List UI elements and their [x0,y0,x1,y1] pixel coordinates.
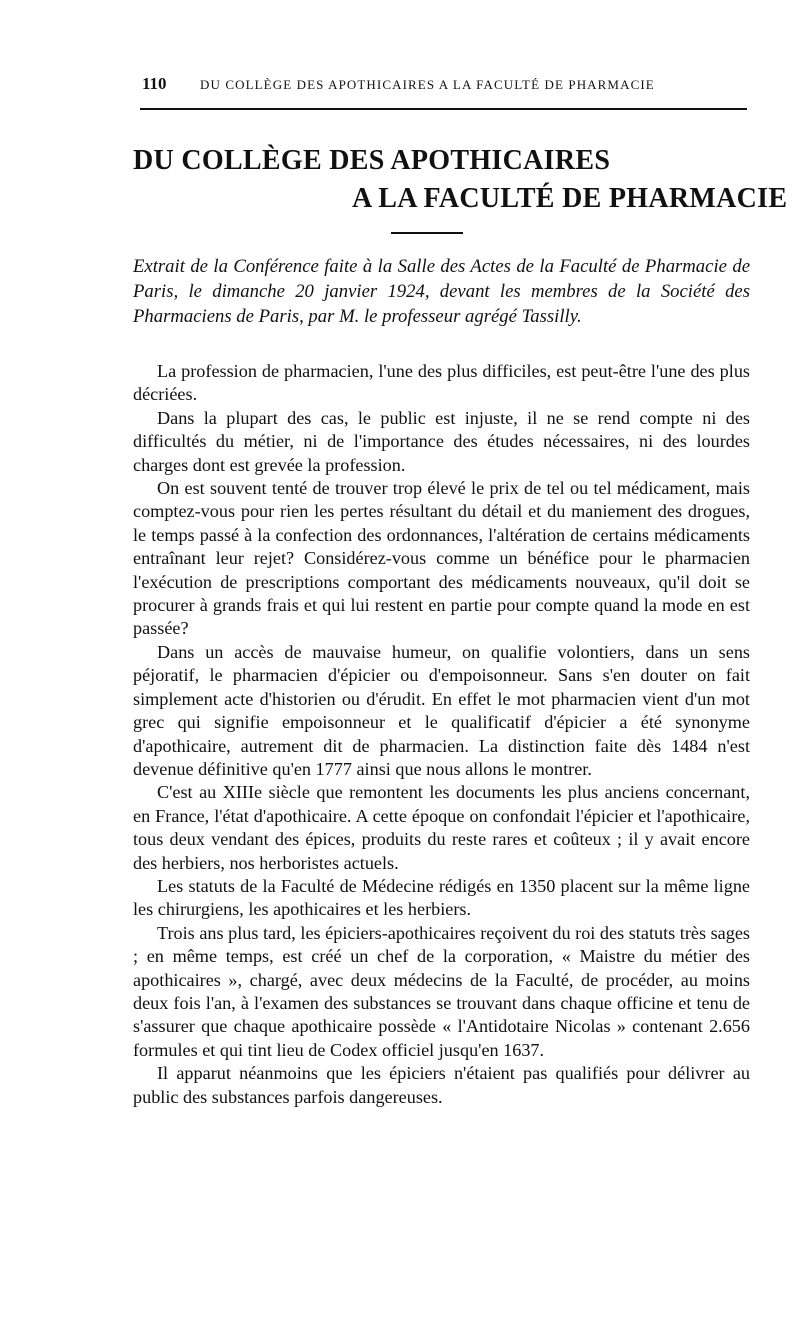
paragraph: C'est au XIIIe siècle que remontent les documents les plus anciens concernant, en France, l'état d'apothicaire. A cette époque on confondait l'épicier et l'apothicaire, tous deux vendant des épices, produits du reste rares et coûteux ; il y avait encore des herbiers, nos herboristes actuels. [133,782,750,873]
running-title: DU COLLÈGE DES APOTHICAIRES A LA FACULTÉ DE PHARMACIE [200,77,655,92]
article-title-line-2: A LA FACULTÉ DE PHARMACIE [352,183,788,214]
running-header [142,74,747,98]
paragraph: Il apparut néanmoins que les épiciers n'étaient pas qualifiés pour délivrer au public des substances parfois dangereuses. [133,1063,750,1107]
page-number: 110 [142,74,167,93]
intro-note: Extrait de la Conférence faite à la Salle des Actes de la Faculté de Pharmacie de Paris, le dimanche 20 janvier 1924, devant les membres de la Société des Pharmaciens de Paris, par M. le professeur agrégé Tassilly. [133,256,750,327]
paragraph: Trois ans plus tard, les épiciers-apothicaires reçoivent du roi des statuts très sages ; en même temps, est créé un chef de la corporation, « Maistre du métier des apothicaires », chargé, avec deux médecins de la Faculté, de procéder, au moins deux fois l'an, à l'examen des substances se trouvant dans chaque officine et tenu de s'assurer que chaque apothicaire possède « l'Antidotaire Nicolas » contenant 2.656 formules et qui tint lieu de Codex officiel jusqu'en 1637. [133,922,750,1060]
header-rule [140,108,747,110]
article-title-line-1: DU COLLÈGE DES APOTHICAIRES [133,145,611,176]
paragraph: On est souvent tenté de trouver trop élevé le prix de tel ou tel médicament, mais comptez-vous pour rien les pertes résultant du détail et du maniement des drogues, le temps passé à la confection des ordonnances, l'altération de certains médicaments entraînant leur rejet? Considérez-vous comme un bénéfice pour le pharmacien l'exécution de prescriptions comportant des médicaments nouveaux, qu'il doit se procurer à grands frais et qui lui restent en partie pour compte quand la mode en est passée? [133,478,750,639]
paragraph: Les statuts de la Faculté de Médecine rédigés en 1350 placent sur la même ligne les chirurgiens, les apothicaires et les herbiers. [133,875,750,920]
paragraph: La profession de pharmacien, l'une des plus difficiles, est peut-être l'une des plus décriées. [133,361,750,405]
paragraph: Dans un accès de mauvaise humeur, on qualifie volontiers, dans un sens péjoratif, le pharmacien d'épicier ou d'empoisonneur. Sans s'en douter on fait simplement acte d'historien ou d'érudit. En effet le mot pharmacien vient d'un mot grec qui signifie empoisonneur et le qualificatif d'épicier a été synonyme d'apothicaire, autrement dit de pharmacien. La distinction faite dès 1484 n'est devenue définitive qu'en 1777 ainsi que nous allons le montrer. [133,641,750,779]
article-body [133,360,750,1109]
title-rule [391,232,463,234]
paragraph: Dans la plupart des cas, le public est injuste, il ne se rend compte ni des difficultés du métier, ni de l'importance des études nécessaires, ni des lourdes charges dont est grevée la profession. [133,407,750,475]
